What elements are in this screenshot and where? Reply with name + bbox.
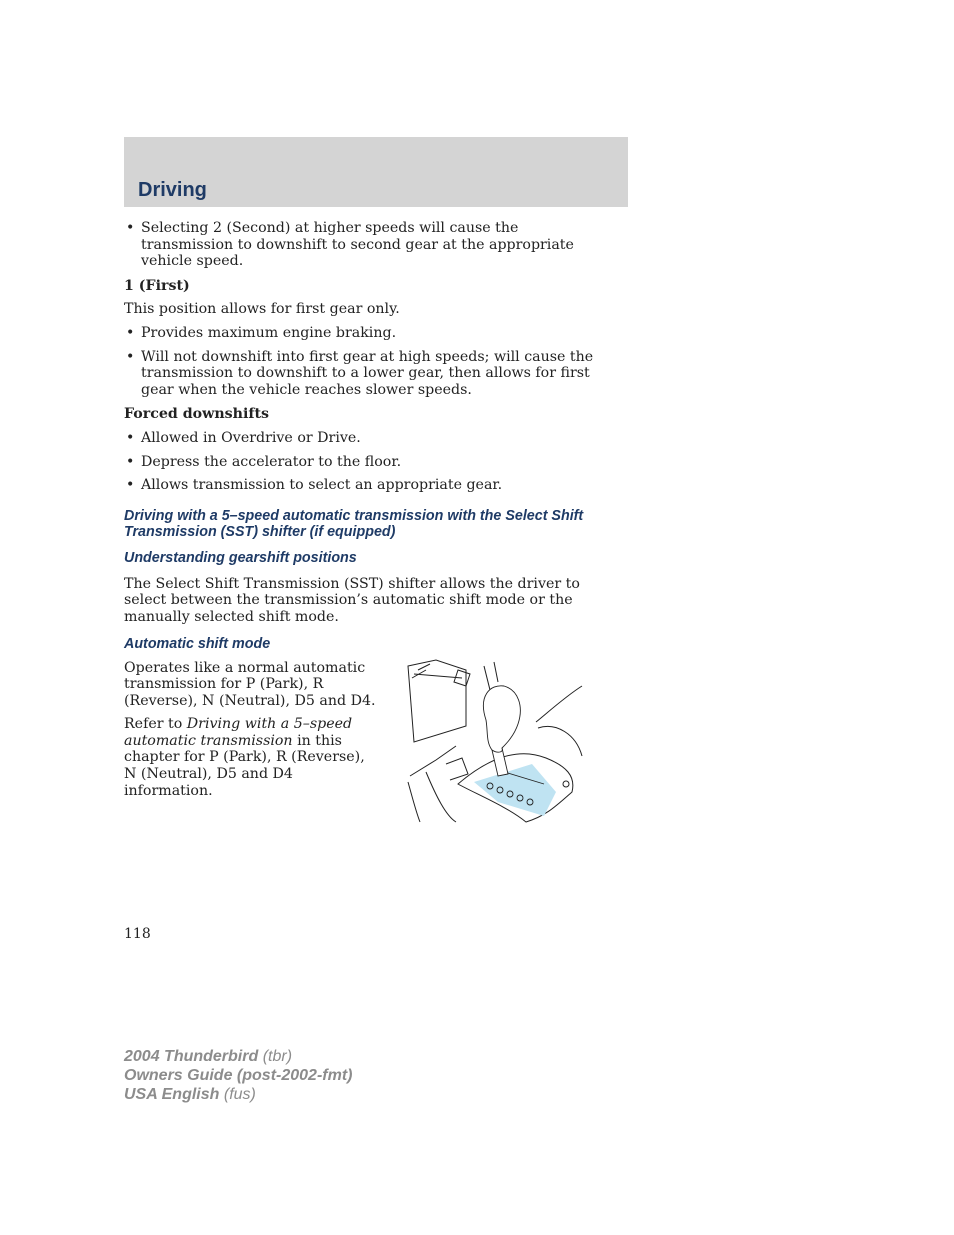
sst-section-heading: Driving with a 5–speed automatic transmission with the Select Shift Transmission (SST) shifter (if equipped) xyxy=(124,507,584,540)
section-title: Driving xyxy=(138,179,207,201)
footer-model: 2004 Thunderbird xyxy=(124,1048,259,1065)
gearshift-positions-heading: Understanding gearshift positions xyxy=(124,549,357,566)
refer-suffix: in this chapter for P (Park), R (Reverse), N (Neutral), D5 and D4 information. xyxy=(124,732,365,799)
footer-model-code: (tbr) xyxy=(258,1048,293,1065)
section-header xyxy=(124,137,628,207)
list-item: • Allowed in Overdrive or Drive. xyxy=(124,430,614,447)
auto-shift-mode-heading: Automatic shift mode xyxy=(124,635,271,652)
list-item: • Provides maximum engine braking. xyxy=(124,325,614,342)
page-number: 118 xyxy=(124,926,151,942)
list-item: • Will not downshift into first gear at high speeds; will cause the transmission to downshift to a lower gear, then allows for first gear when the vehicle reaches slower speeds. xyxy=(124,349,614,399)
list-item: • Allows transmission to select an appropriate gear. xyxy=(124,477,614,494)
list-item: • Selecting 2 (Second) at higher speeds will cause the transmission to downshift to second gear at the appropriate vehicle speed. xyxy=(124,220,614,270)
auto-mode-text xyxy=(124,660,376,800)
refer-prefix: Refer to xyxy=(124,716,187,733)
footer-language: USA English xyxy=(124,1086,220,1103)
cross-reference: Driving with a 5–speed automatic transmission xyxy=(124,716,353,749)
first-gear-heading: 1 (First) xyxy=(124,277,190,294)
forced-downshifts-heading: Forced downshifts xyxy=(124,406,270,423)
footer-guide: Owners Guide (post-2002-fmt) xyxy=(124,1067,353,1084)
page-content xyxy=(124,220,614,806)
gearshift-illustration-icon xyxy=(406,656,586,826)
first-gear-text: This position allows for first gear only. xyxy=(124,301,400,318)
intro-bullet-list xyxy=(124,220,614,270)
footer-language-code: (fus) xyxy=(219,1086,256,1103)
first-gear-bullet-list xyxy=(124,325,614,398)
document-footer xyxy=(124,1047,352,1104)
list-item: • Depress the accelerator to the floor. xyxy=(124,454,614,471)
auto-mode-block xyxy=(124,660,614,800)
sst-text: The Select Shift Transmission (SST) shifter allows the driver to select between the transmission’s automatic shift mode or the manually selected shift mode. xyxy=(124,575,580,625)
forced-downshifts-bullet-list xyxy=(124,430,614,494)
auto-mode-paragraph-1: Operates like a normal automatic transmission for P (Park), R (Reverse), N (Neutral), D5 and D4. xyxy=(124,659,376,709)
auto-mode-paragraph-2 xyxy=(124,716,376,799)
